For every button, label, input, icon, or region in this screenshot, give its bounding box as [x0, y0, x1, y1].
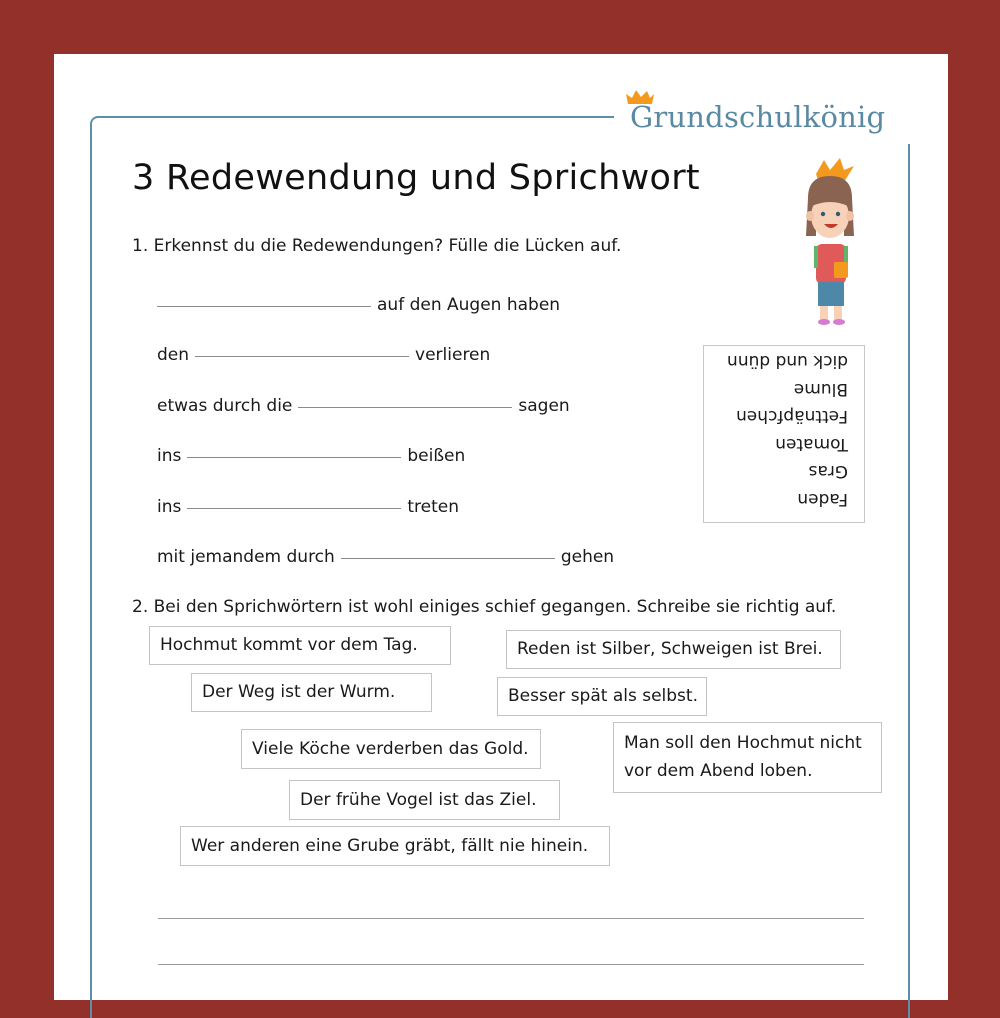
word-bank-upside-down — [704, 346, 864, 522]
fill-in-blank[interactable] — [195, 355, 409, 357]
idiom-row — [157, 396, 570, 416]
idiom-row — [157, 345, 490, 365]
girl-with-crown-icon — [794, 158, 866, 330]
worksheet-page — [54, 54, 948, 1000]
fill-in-blank[interactable] — [157, 305, 371, 307]
proverb-card: Reden ist Silber, Schweigen ist Brei. — [506, 630, 841, 669]
proverb-card: Besser spät als selbst. — [497, 677, 707, 716]
word-bank-item: Tomaten — [775, 434, 848, 454]
idiom-text: treten — [407, 497, 459, 517]
idiom-text: beißen — [407, 446, 466, 466]
idiom-text: mit jemandem durch — [157, 547, 335, 567]
task2-instruction: 2. Bei den Sprichwörtern ist wohl einiges schief gegangen. Schreibe sie richtig auf. — [132, 597, 837, 617]
idiom-row — [157, 295, 560, 315]
word-bank-box — [703, 345, 865, 523]
proverb-card: Viele Köche verderben das Gold. — [241, 729, 541, 769]
proverb-card: Hochmut kommt vor dem Tag. — [149, 626, 451, 665]
word-bank-item: Faden — [797, 489, 848, 509]
idiom-text: sagen — [518, 396, 570, 416]
fill-in-blank[interactable] — [187, 456, 401, 458]
idiom-text: verlieren — [415, 345, 491, 365]
fill-in-blank[interactable] — [298, 406, 512, 408]
idiom-text: ins — [157, 497, 182, 517]
writing-line[interactable] — [158, 964, 864, 965]
idiom-text: gehen — [560, 547, 615, 567]
word-bank-item: dick und dünn — [727, 351, 848, 372]
idiom-text: auf den Augen haben — [377, 295, 561, 315]
idiom-text: etwas durch die — [157, 396, 293, 416]
proverb-card: Der frühe Vogel ist das Ziel. — [289, 780, 560, 820]
fill-in-blank[interactable] — [341, 557, 555, 559]
idiom-text: ins — [157, 446, 182, 466]
word-bank-item: Gras — [808, 461, 848, 482]
fill-in-blank[interactable] — [187, 507, 401, 509]
brand-logo: Grundschulkönig — [630, 100, 886, 134]
idiom-text: den — [157, 345, 190, 365]
word-bank-item: Blume — [793, 379, 848, 399]
proverb-card: Man soll den Hochmut nicht vor dem Abend loben. — [613, 722, 882, 793]
idiom-row — [157, 497, 459, 517]
task1-instruction: 1. Erkennst du die Redewendungen? Fülle die Lücken auf. — [132, 236, 622, 256]
proverb-card: Wer anderen eine Grube gräbt, fällt nie hinein. — [180, 826, 610, 866]
word-bank-item: Fettnäpfchen — [736, 406, 848, 427]
proverb-card: Der Weg ist der Wurm. — [191, 673, 432, 712]
idiom-row — [157, 446, 465, 466]
writing-line[interactable] — [158, 918, 864, 919]
page-title: 3 Redewendung und Sprichwort — [132, 158, 700, 198]
idiom-row — [157, 547, 614, 567]
